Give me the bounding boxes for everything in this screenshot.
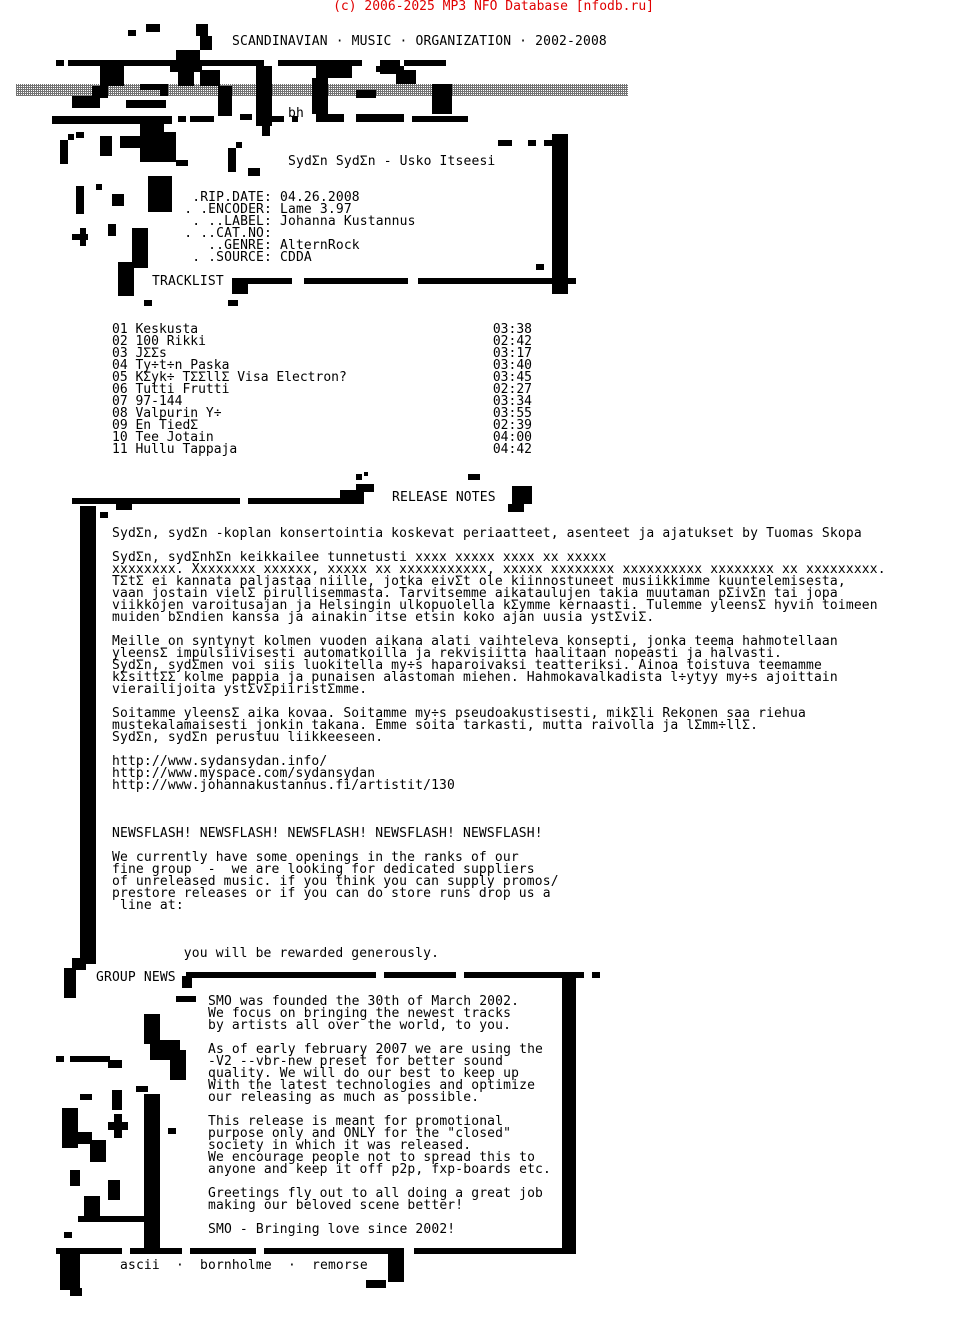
notes-line: you will be rewarded generously. <box>112 946 440 961</box>
group-news-heading: GROUP NEWS <box>96 970 176 985</box>
credit-bornholme: bornholme <box>200 1258 272 1273</box>
news-line: quality. We will do our best to keep up <box>208 1066 520 1081</box>
track-row: 07 97-144 03:34 <box>112 394 532 409</box>
field-label-genre: ..GENRE: <box>208 238 272 253</box>
notes-line: prestore releases or if you can do store runs drop us a <box>112 886 551 901</box>
newsflash-line: NEWSFLASH! NEWSFLASH! NEWSFLASH! NEWSFLASH! NEWSFLASH! <box>112 826 543 841</box>
notes-line: line at: <box>112 898 184 913</box>
news-line: This release is meant for promotional <box>208 1114 504 1129</box>
release-notes-heading: RELEASE NOTES <box>392 490 496 505</box>
notes-line: vierailijoita ystΣvΣpiiristΣmme. <box>112 682 368 697</box>
notes-line: muiden bΣndien kanssa ja ainakin itse etsin koko ajan uusia ystΣviΣ. <box>112 610 655 625</box>
field-label-encoder: . .ENCODER: <box>184 202 272 217</box>
news-line: by artists all over the world, to you. <box>208 1018 512 1033</box>
track-row: 01 Keskusta 03:38 <box>112 322 532 337</box>
track-row: 10 Tee Jotain 04:00 <box>112 430 532 445</box>
news-line: SMO was founded the 30th of March 2002. <box>208 994 520 1009</box>
field-value-source: CDDA <box>280 250 312 265</box>
news-line: purpose only and ONLY for the "closed" <box>208 1126 512 1141</box>
notes-line: Soitamme yleensΣ aika kovaa. Soitamme my÷s pseudoakustisesti, mikΣli Rekonen saa riehua <box>112 706 806 721</box>
field-label-rip-date: .RIP.DATE: <box>192 190 272 205</box>
track-row: 11 Hullu Tappaja 04:42 <box>112 442 532 457</box>
notes-line: of unreleased music. if you think you can supply promos/ <box>112 874 559 889</box>
notes-line: SydΣn, sydΣn perustuu liikkeeseen. <box>112 730 384 745</box>
news-line: Greetings fly out to all doing a great job <box>208 1186 544 1201</box>
news-line: making our beloved scene better! <box>208 1198 464 1213</box>
release-title: SydΣn SydΣn - Usko Itseesi <box>288 154 496 169</box>
news-line: As of early february 2007 we are using the <box>208 1042 544 1057</box>
notes-line: We currently have some openings in the ranks of our <box>112 850 519 865</box>
credit-separator: · <box>176 1258 184 1273</box>
track-row: 02 100 Rikki 02:42 <box>112 334 532 349</box>
tracklist-heading: TRACKLIST <box>152 274 224 289</box>
notes-line: SydΣn, sydΣnhΣn keikkailee tunnetusti xxxx xxxxx xxxx xx xxxxx <box>112 550 607 565</box>
myspace-link[interactable]: http://www.myspace.com/sydansydan <box>112 766 376 781</box>
notes-line: fine group - we are looking for dedicated suppliers <box>112 862 535 877</box>
notes-line: vaan jostain vielΣ pirullisemmasta. Tarvitsemme aikataulujen takia muutaman pΣivΣn tai jopa <box>112 586 838 601</box>
news-line: anyone and keep it off p2p, fxp-boards etc. <box>208 1162 551 1177</box>
track-row: 06 Tutti Frutti 02:27 <box>112 382 532 397</box>
track-row: 08 Valpurin Y÷ 03:55 <box>112 406 532 421</box>
notes-line: kΣsittΣΣ kolme pappia ja punaisen alastoman miehen. Hahmokavalkadista l÷ytyy my÷s ajoittain <box>112 670 838 685</box>
field-value-rip-date: 04.26.2008 <box>280 190 360 205</box>
track-row: 05 KΣyk÷ TΣΣllΣ Visa Electron? 03:45 <box>112 370 532 385</box>
news-line: With the latest technologies and optimize <box>208 1078 536 1093</box>
track-row: 09 En TiedΣ 02:39 <box>112 418 532 433</box>
notes-line: xxxxxxxx. Xxxxxxxx xxxxxx, xxxxx xx xxxxxxxxxxx, xxxxx xxxxxxxx xxxxxxxxxx xxxxxxxx xx xxxxxxxxx. <box>112 562 886 577</box>
news-line: -V2 --vbr-new preset for better sound <box>208 1054 504 1069</box>
logo-tagline: SCANDINAVIAN · MUSIC · ORGANIZATION · 2002-2008 <box>232 34 607 49</box>
credit-remorse: remorse <box>312 1258 368 1273</box>
notes-line: SydΣn, sydΣmen voi siis luokitella my÷s haparoivaksi teatteriksi. Ainoa toistuva teemamme <box>112 658 822 673</box>
credit-separator: · <box>288 1258 296 1273</box>
credit-ascii: ascii <box>120 1258 160 1273</box>
news-line: society in which it was released. <box>208 1138 472 1153</box>
field-value-label: Johanna Kustannus <box>280 214 416 229</box>
field-value-genre: AlternRock <box>280 238 360 253</box>
field-label-label: . ..LABEL: <box>192 214 272 229</box>
notes-line: SydΣn, sydΣn -koplan konsertointia koskevat periaatteet, asenteet ja ajatukset by Tuomas Skopa <box>112 526 862 541</box>
track-row: 03 JΣΣs 03:17 <box>112 346 532 361</box>
field-label-cat-no: . ..CAT.NO: <box>184 226 272 241</box>
notes-line: viikkojen varoitusajan ja Helsingin ulkopuolella kΣymme kernaasti. Tulemme yleensΣ hyvin toimeen <box>112 598 878 613</box>
ascii-artist-tag: bh <box>288 106 304 121</box>
website-link[interactable]: http://www.sydansydan.info/ <box>112 754 328 769</box>
news-line: We focus on bringing the newest tracks <box>208 1006 512 1021</box>
copyright-banner: (c) 2006-2025 MP3 NFO Database [nfodb.ru] <box>333 0 654 14</box>
news-line: SMO - Bringing love since 2002! <box>208 1222 456 1237</box>
label-link[interactable]: http://www.johannakustannus.fi/artistit/130 <box>112 778 455 793</box>
track-row: 04 Ty÷t÷n Paska 03:40 <box>112 358 532 373</box>
notes-line: TΣtΣ ei kannata paljastaa niille, jotka eivΣt ole kiinnostuneet musiikkimme kuuntelemisesta, <box>112 574 846 589</box>
notes-line: Meille on syntynyt kolmen vuoden aikana alati vaihteleva konsepti, jonka teema hahmotellaan <box>112 634 838 649</box>
notes-line: yleensΣ impulsiivisesti automatkoilla ja rekvisiitta haalitaan nopeasti ja halvasti. <box>112 646 783 661</box>
news-line: We encourage people not to spread this to <box>208 1150 536 1165</box>
notes-line: mustekalamaisesti jonkin takana. Emme soita tarkasti, mutta raivolla ja lΣmm÷llΣ. <box>112 718 759 733</box>
field-label-source: . .SOURCE: <box>192 250 272 265</box>
news-line: our releasing as much as possible. <box>208 1090 480 1105</box>
field-value-encoder: Lame 3.97 <box>280 202 352 217</box>
